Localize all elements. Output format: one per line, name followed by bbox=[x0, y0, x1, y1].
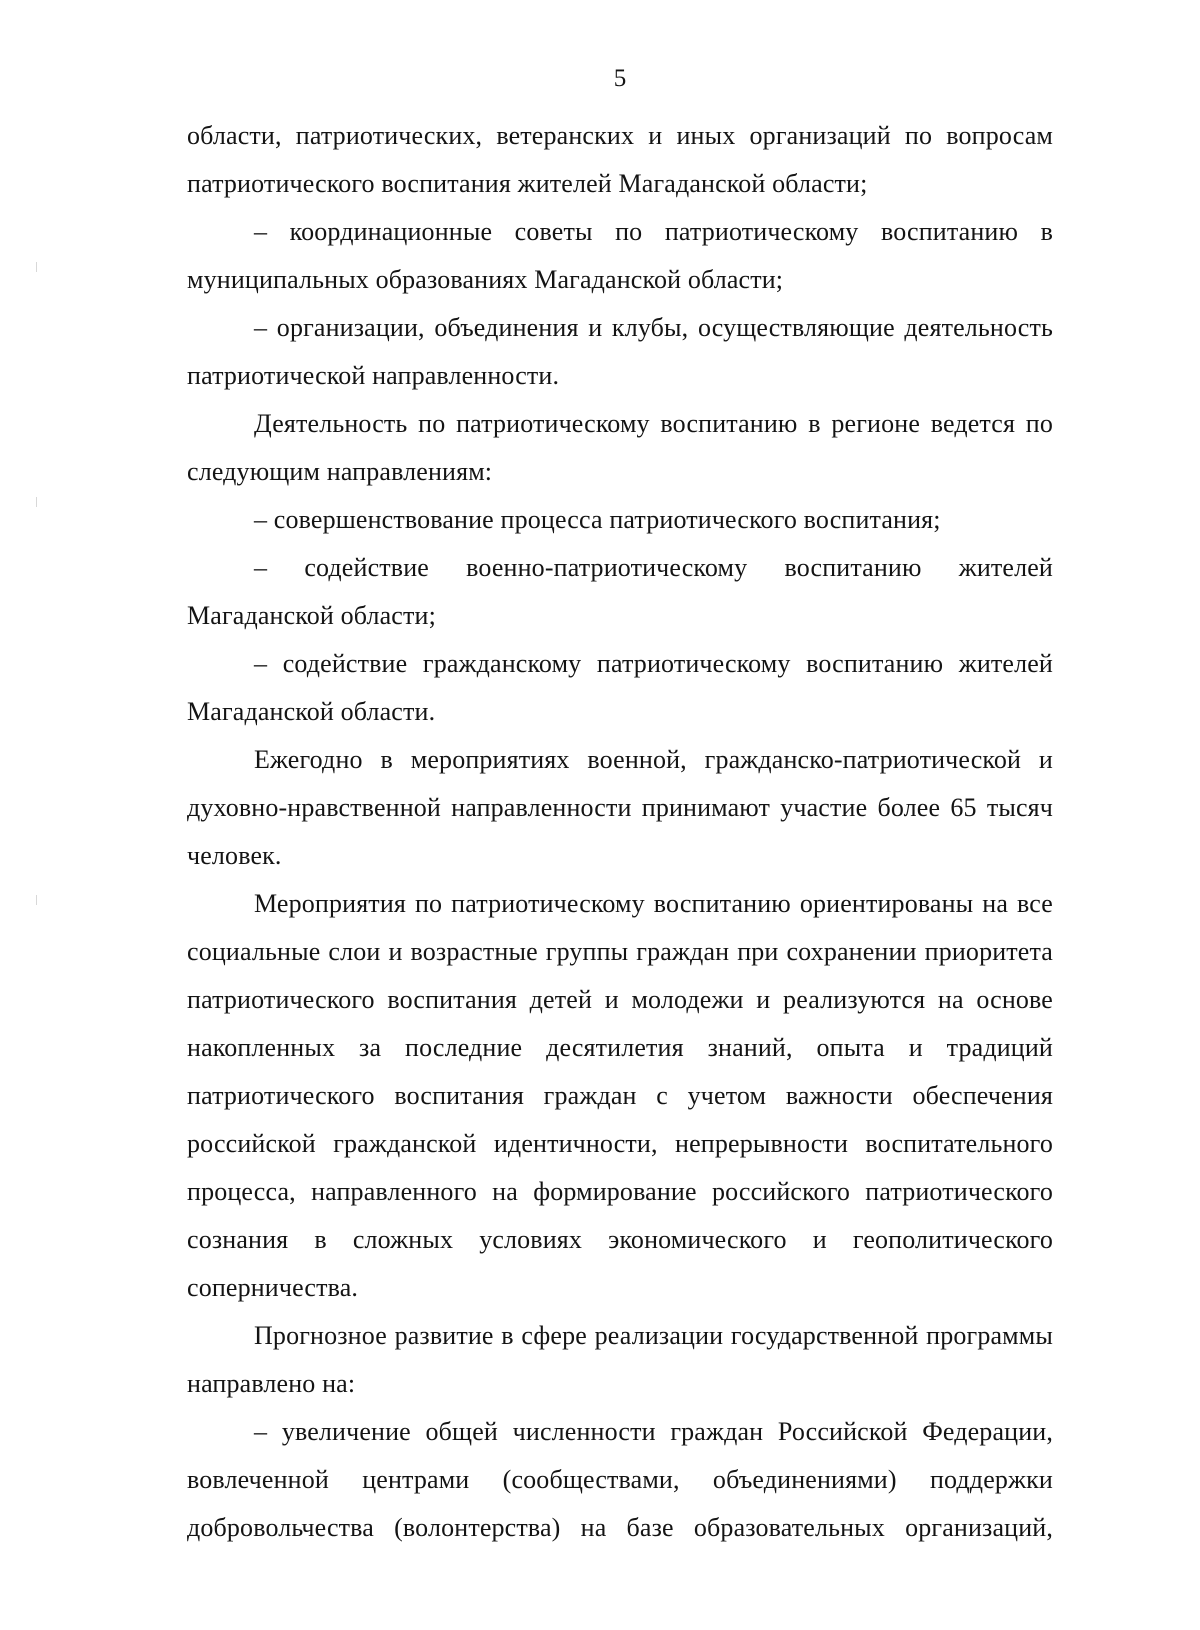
scan-artifact bbox=[36, 262, 37, 272]
list-item-civic-patriotic: – содействие гражданскому патриотическому воспитанию жителей Магаданской области. bbox=[187, 649, 1053, 726]
list-item-process-improvement: – совершенствование процесса патриотического воспитания; bbox=[254, 505, 941, 534]
list-item-volunteer-increase: – увеличение общей численности граждан Российской Федерации, вовлеченной центрами (сообществами, объединениями) поддержки добровольчества (волонтерства) на базе образовательных организаций, bbox=[187, 1417, 1053, 1542]
paragraph-annual-participation: Ежегодно в мероприятиях военной, гражданско-патриотической и духовно-нравственной направленности принимают участие более 65 тысяч человек. bbox=[187, 745, 1053, 870]
paragraph-forecast-development: Прогнозное развитие в сфере реализации государственной программы направлено на: bbox=[187, 1321, 1053, 1398]
scan-artifact bbox=[36, 497, 37, 507]
list-item-military-patriotic: – содействие военно-патриотическому воспитанию жителей Магаданской области; bbox=[187, 553, 1053, 630]
list-item-organizations-clubs: – организации, объединения и клубы, осуществляющие деятельность патриотической направленности. bbox=[187, 313, 1053, 390]
list-item-coordination-councils: – координационные советы по патриотическому воспитанию в муниципальных образованиях Магаданской области; bbox=[187, 217, 1053, 294]
scan-artifact bbox=[36, 895, 37, 905]
paragraph-target-groups: Мероприятия по патриотическому воспитанию ориентированы на все социальные слои и возрастные группы граждан при сохранении приоритета патриотического воспитания детей и молодежи и реализуются на основе накопленных за последние десятилетия знаний, опыта и традиций патриотического воспитания граждан с учетом важности обеспечения российской гражданской идентичности, непрерывности воспитательного процесса, направленного на формирование российского патриотического сознания в сложных условиях экономического и геополитического соперничества. bbox=[187, 889, 1053, 1302]
paragraph-organizations-continued: области, патриотических, ветеранских и иных организаций по вопросам патриотического воспитания жителей Магаданской области; bbox=[187, 121, 1053, 198]
document-body bbox=[187, 112, 1053, 1552]
paragraph-activity-directions: Деятельность по патриотическому воспитанию в регионе ведется по следующим направлениям: bbox=[187, 409, 1053, 486]
page-number: 5 bbox=[613, 65, 627, 92]
